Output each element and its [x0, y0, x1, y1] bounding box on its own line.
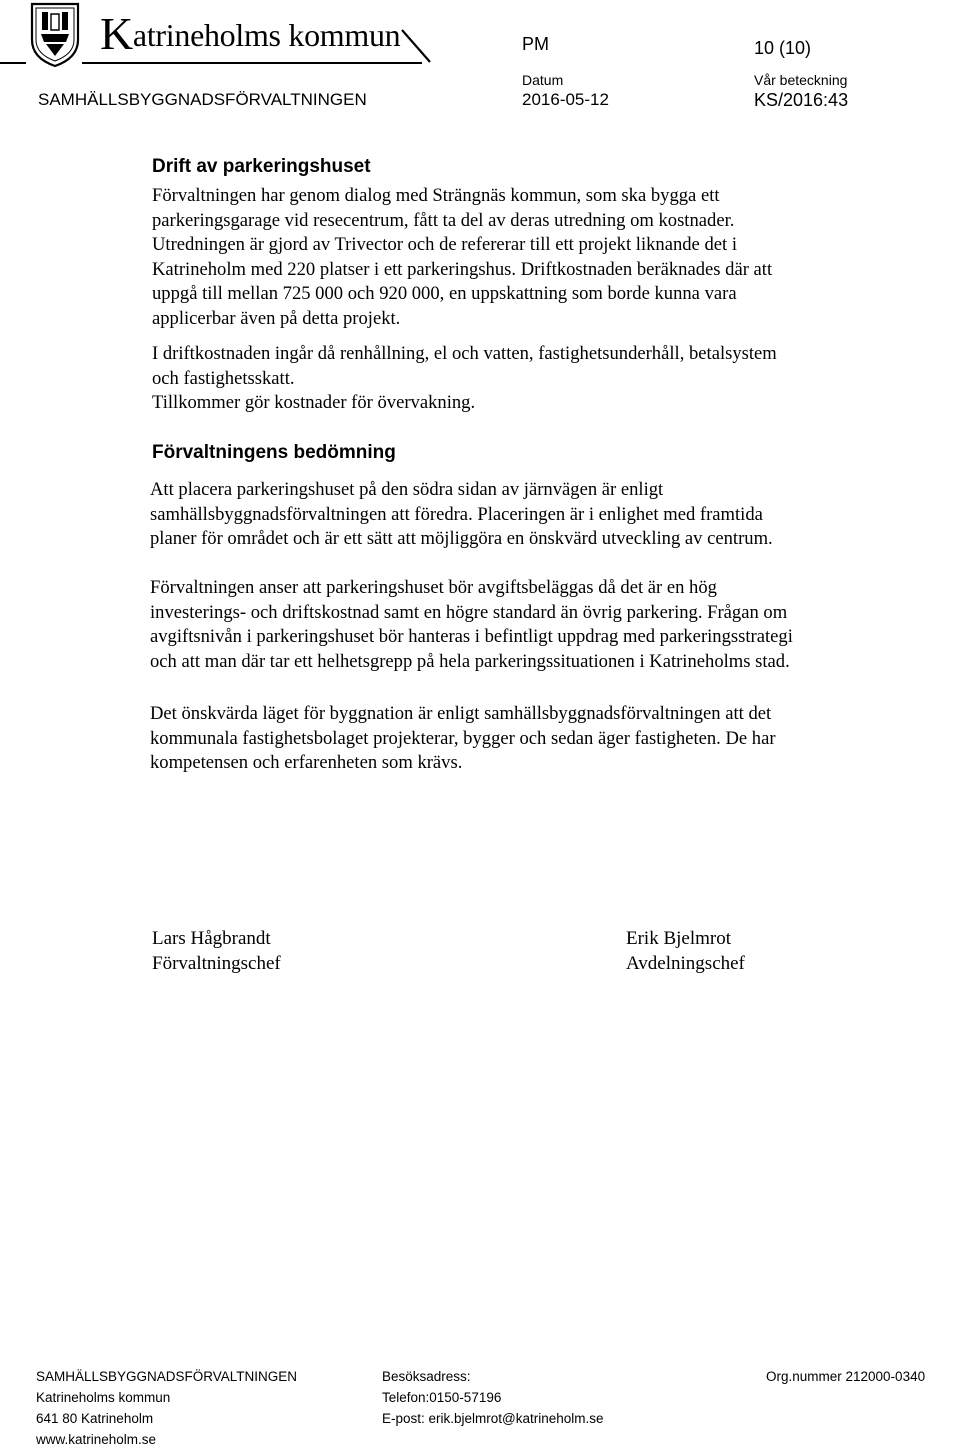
date-label: Datum [522, 72, 564, 88]
signature-block-2 [626, 926, 745, 976]
footer-department: SAMHÄLLSBYGGNADSFÖRVALTNINGEN [36, 1369, 298, 1384]
header-rule-left [0, 62, 26, 64]
text-line: I driftkostnaden ingår då renhållning, el och vatten, fastighetsunderhåll, betalsystem [152, 343, 777, 364]
municipal-crest-logo [28, 0, 82, 68]
footer-email-link[interactable]: E-post: erik.bjelmrot@katrineholm.se [382, 1411, 604, 1426]
reference-value: KS/2016:43 [754, 90, 849, 110]
footer-address [36, 1366, 297, 1450]
signatory-title: Förvaltningschef [152, 953, 281, 974]
text-line: kompetensen och erfarenheten som krävs. [150, 752, 463, 773]
footer-website-link[interactable]: www.katrineholm.se [36, 1432, 157, 1447]
text-line: Katrineholm med 220 platser i ett parkeringshus. Driftkostnaden beräknades där att [152, 258, 773, 280]
footer-phone: Telefon:0150-57196 [382, 1390, 502, 1405]
header-slash-mark [396, 28, 436, 64]
text-line: Det önskvärda läget för byggnation är enligt samhällsbyggnadsförvaltningen att det [150, 703, 772, 724]
header-rule [82, 62, 422, 64]
text-line: och fastighetsskatt. [152, 367, 295, 389]
text-line: applicerbar även på detta projekt. [152, 307, 401, 329]
paragraph-driftkostnad [152, 342, 912, 391]
signatory-name: Erik Bjelmrot [626, 928, 732, 949]
text-line: samhällsbyggnadsförvaltningen att föredra. Placeringen är i enlighet med framtida [150, 503, 763, 525]
signature-block-1 [152, 926, 281, 976]
signatory-name: Lars Hågbrandt [152, 928, 271, 949]
paragraph-drift [152, 184, 912, 331]
reference-label: Vår beteckning [754, 72, 848, 88]
brand-name-rest: atrineholms kommun [132, 17, 401, 53]
text-line: Att placera parkeringshuset på den södra sidan av järnvägen är enligt [150, 479, 664, 500]
text-line: och att man där tar ett helhetsgrepp på hela parkeringssituationen i Katrineholms stad. [150, 650, 790, 672]
section-heading-bedomning: Förvaltningens bedömning [152, 442, 396, 463]
footer-visit-label: Besöksadress: [382, 1369, 471, 1384]
paragraph-placering [150, 478, 920, 552]
date-value: 2016-05-12 [522, 90, 609, 109]
text-line: Tillkommer gör kostnader för övervakning. [152, 392, 476, 413]
text-line: Förvaltningen har genom dialog med Strängnäs kommun, som ska bygga ett [152, 185, 720, 206]
text-line: avgiftsnivån i parkeringshuset bör hanteras i befintligt uppdrag med parkeringsstrategi [150, 626, 793, 647]
paragraph-avgift [150, 576, 920, 674]
section-heading-drift: Drift av parkeringshuset [152, 156, 371, 177]
paragraph-overvakning [152, 391, 912, 416]
page-number: 10 (10) [754, 38, 812, 58]
text-line: uppgå till mellan 725 000 och 920 000, en uppskattning som borde kunna vara [152, 283, 737, 304]
footer-contact [382, 1366, 604, 1429]
document-type: PM [522, 34, 549, 54]
text-line: Utredningen är gjord av Trivector och de refererar till ett projekt liknande det i [152, 234, 737, 255]
department-name: SAMHÄLLSBYGGNADSFÖRVALTNINGEN [38, 90, 367, 109]
brand-initial: K [100, 8, 133, 59]
footer-municipality: Katrineholms kommun [36, 1390, 171, 1405]
text-line: parkeringsgarage vid resecentrum, fått ta del av deras utredning om kostnader. [152, 209, 735, 231]
footer-postal: 641 80 Katrineholm [36, 1411, 154, 1426]
text-line: planer för området och är ett sätt att möjliggöra en önskvärd utveckling av centrum. [150, 528, 773, 549]
signatory-title: Avdelningschef [626, 953, 745, 974]
text-line: Förvaltningen anser att parkeringshuset bör avgiftsbeläggas då det är en hög [150, 577, 717, 598]
text-line: investerings- och driftskostnad samt en högre standard än övrig parkering. Frågan om [150, 601, 788, 623]
brand-name [100, 8, 401, 59]
footer-org-number: Org.nummer 212000-0340 [766, 1369, 926, 1384]
text-line: kommunala fastighetsbolaget projekterar, bygger och sedan äger fastigheten. De har [150, 727, 776, 749]
paragraph-byggnation [150, 702, 920, 776]
